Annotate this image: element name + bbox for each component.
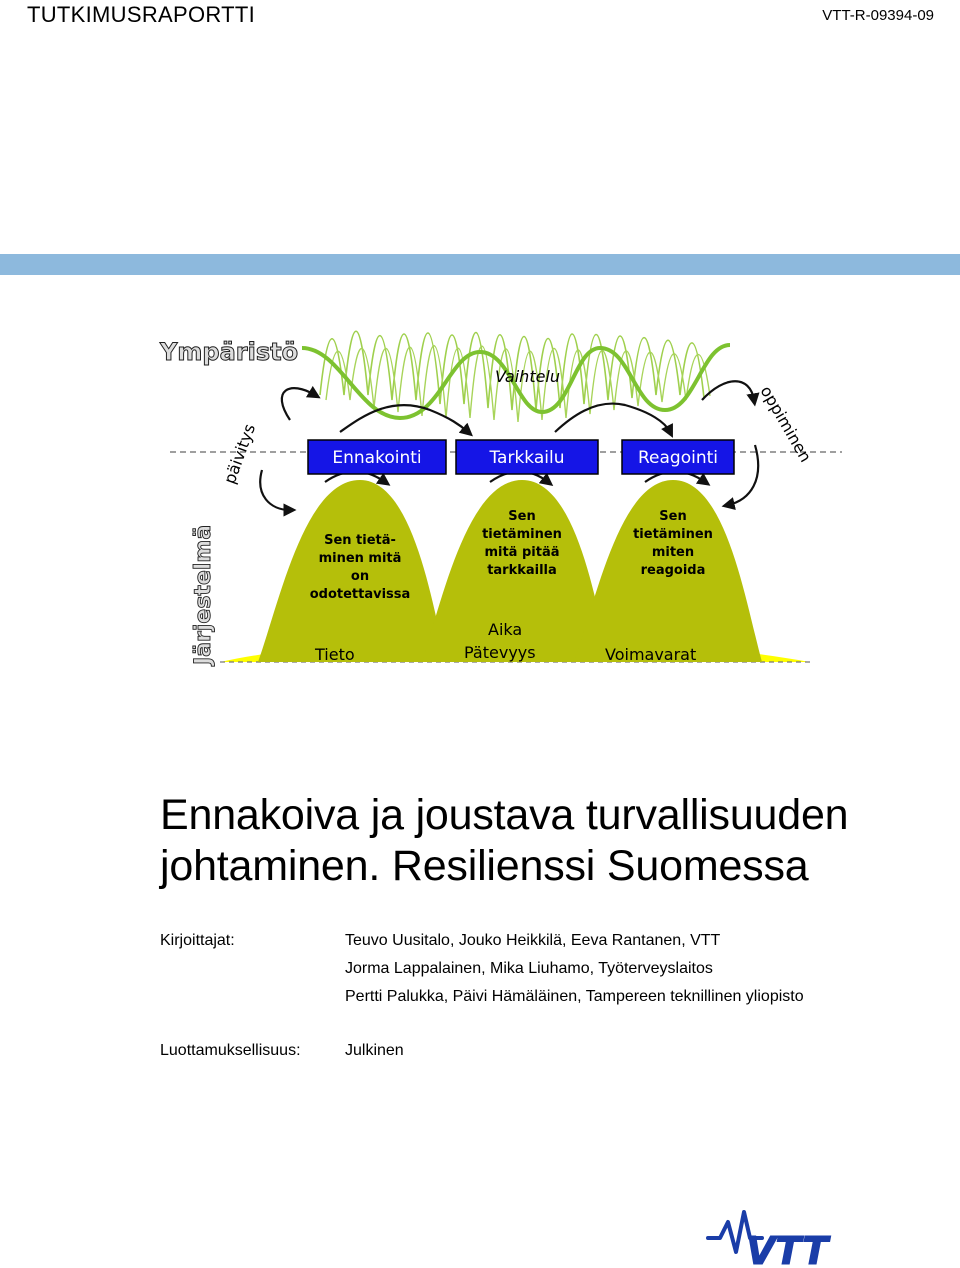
hill-right-line-2: tietäminen — [633, 527, 713, 542]
learning-label: oppiminen — [756, 382, 816, 466]
vtt-logo — [706, 1208, 866, 1268]
header-band — [0, 254, 960, 275]
resilience-figure — [150, 300, 850, 680]
variation-label: Vaihtelu — [495, 367, 561, 386]
hill-middle-line-2: tietäminen — [482, 527, 562, 542]
box-reagointi-label: Reagointi — [637, 448, 719, 468]
logo-text: VTT — [746, 1229, 829, 1268]
author-line: Pertti Palukka, Päivi Hämäläinen, Tampereen teknillinen yliopisto — [345, 988, 804, 1005]
hill-middle-line-1: Sen — [508, 509, 536, 524]
author-line: Jorma Lappalainen, Mika Liuhamo, Työterveyslaitos — [345, 960, 713, 977]
report-title-line-2: johtaminen. Resilienssi Suomessa — [160, 842, 809, 890]
hill-left-line-4: odotettavissa — [309, 587, 411, 602]
authors-list — [345, 927, 804, 1011]
competence-label: Pätevyys — [464, 643, 536, 662]
hill-right-line-1: Sen — [659, 509, 687, 524]
author-line: Teuvo Uusitalo, Jouko Heikkilä, Eeva Rantanen, VTT — [345, 932, 721, 949]
resources-label: Voimavarat — [605, 645, 697, 664]
hill-middle-line-3: mitä pitää — [484, 545, 560, 560]
report-title-line-1: Ennakoiva ja joustava turvallisuuden — [160, 791, 849, 839]
hill-middle-line-4: tarkkailla — [487, 563, 557, 578]
updating-label: päivitys — [219, 421, 260, 487]
hill-left-line-1: Sen tietä- — [324, 533, 396, 548]
hill-right-line-3: miten — [651, 545, 695, 560]
arrow-updating-bottom — [260, 470, 290, 510]
hill-left-line-3: on — [350, 569, 370, 584]
hill-right-line-4: reagoida — [640, 563, 706, 578]
report-type: TUTKIMUSRAPORTTI — [27, 2, 256, 27]
knowledge-label: Tieto — [315, 645, 355, 664]
arrow-updating-top — [282, 388, 315, 420]
box-tarkkailu-label: Tarkkailu — [489, 448, 565, 468]
report-title — [160, 790, 848, 892]
environment-label: Ympäristö — [160, 338, 299, 366]
confidentiality-label: Luottamuksellisuus: — [160, 1042, 301, 1059]
report-number: VTT-R-09394-09 — [822, 7, 934, 24]
box-ennakointi-label: Ennakointi — [332, 448, 422, 468]
confidentiality-value: Julkinen — [345, 1042, 404, 1059]
authors-label: Kirjoittajat: — [160, 932, 235, 949]
time-label: Aika — [488, 620, 523, 639]
system-label: Järjestelmä — [191, 524, 216, 665]
hill-left-line-2: minen mitä — [318, 551, 402, 566]
